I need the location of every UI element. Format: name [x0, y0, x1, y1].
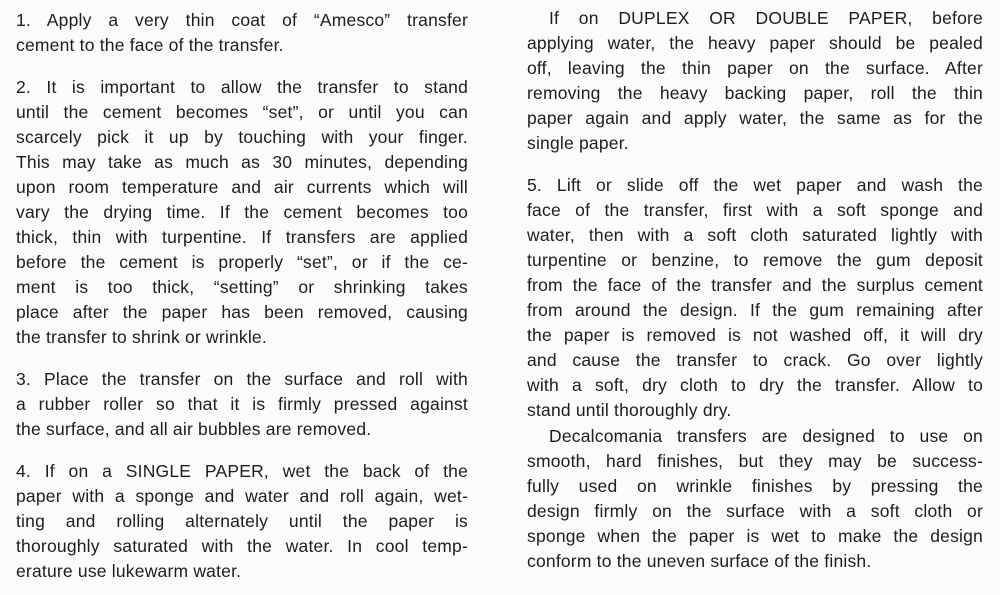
text-line: cement to the face of the transfer.	[16, 35, 284, 55]
text-line: the surface, and all air bubbles are removed.	[16, 419, 372, 439]
text-line: off, leaving the thin paper on the surface. After	[527, 58, 983, 78]
text-line: If on DUPLEX OR DOUBLE PAPER, before	[549, 8, 983, 28]
text-line: 2. It is important to allow the transfer to stand	[16, 77, 468, 97]
text-line: thoroughly saturated with the water. In cool temp-	[16, 536, 468, 556]
text-line: stand until thoroughly dry.	[527, 400, 732, 420]
paragraph	[16, 8, 468, 58]
text-line: 1. Apply a very thin coat of “Amesco” transfer	[16, 10, 468, 30]
text-line: from around the design. If the gum remaining after	[527, 300, 983, 320]
text-line: ment is too thick, “setting” or shrinking takes	[16, 277, 468, 297]
text-line: ting and rolling alternately until the paper is	[16, 511, 468, 531]
text-line: place after the paper has been removed, causing	[16, 302, 468, 322]
text-line: 4. If on a SINGLE PAPER, wet the back of the	[16, 461, 468, 481]
text-line: This may take as much as 30 minutes, depending	[16, 152, 468, 172]
text-line: until the cement becomes “set”, or until you can	[16, 102, 468, 122]
text-line: water, then with a soft cloth saturated lightly with	[527, 225, 983, 245]
text-line: single paper.	[527, 133, 629, 153]
paragraph	[16, 75, 468, 350]
text-line: 3. Place the transfer on the surface and roll with	[16, 369, 468, 389]
text-line: removing the heavy backing paper, roll the thin	[527, 83, 983, 103]
paragraph	[16, 459, 468, 584]
text-line: applying water, the heavy paper should be pealed	[527, 33, 983, 53]
text-line: 5. Lift or slide off the wet paper and wash the	[527, 175, 983, 195]
text-line: paper again and apply water, the same as for the	[527, 108, 983, 128]
text-line: sponge when the paper is wet to make the design	[527, 526, 983, 546]
column-left	[16, 0, 468, 584]
paragraph	[527, 6, 983, 156]
text-line: thick, thin with turpentine. If transfers are applied	[16, 227, 468, 247]
text-line: turpentine or benzine, to remove the gum deposit	[527, 250, 983, 270]
text-line: upon room temperature and air currents which will	[16, 177, 468, 197]
column-right	[527, 0, 983, 574]
text-line: Decalcomania transfers are designed to use on	[549, 426, 983, 446]
paragraph	[527, 173, 983, 423]
text-line: fully used on wrinkle finishes by pressing the	[527, 476, 983, 496]
text-line: with a soft, dry cloth to dry the transfer. Allow to	[527, 375, 983, 395]
text-line: the transfer to shrink or wrinkle.	[16, 327, 267, 347]
text-line: face of the transfer, first with a soft sponge and	[527, 200, 983, 220]
text-line: and cause the transfer to crack. Go over lightly	[527, 350, 983, 370]
text-line: design firmly on the surface with a soft cloth or	[527, 501, 983, 521]
text-line: conform to the uneven surface of the finish.	[527, 551, 872, 571]
paragraph	[527, 424, 983, 574]
text-line: scarcely pick it up by touching with your finger.	[16, 127, 468, 147]
text-line: erature use lukewarm water.	[16, 561, 242, 581]
paragraph	[16, 367, 468, 442]
text-line: paper with a sponge and water and roll again, wet-	[16, 486, 468, 506]
text-line: the paper is removed is not washed off, it will dry	[527, 325, 983, 345]
text-line: smooth, hard finishes, but they may be success-	[527, 451, 983, 471]
text-line: a rubber roller so that it is firmly pressed against	[16, 394, 468, 414]
text-line: from the face of the transfer and the surplus cement	[527, 275, 983, 295]
text-line: before the cement is properly “set”, or if the ce-	[16, 252, 468, 272]
text-line: vary the drying time. If the cement becomes too	[16, 202, 468, 222]
